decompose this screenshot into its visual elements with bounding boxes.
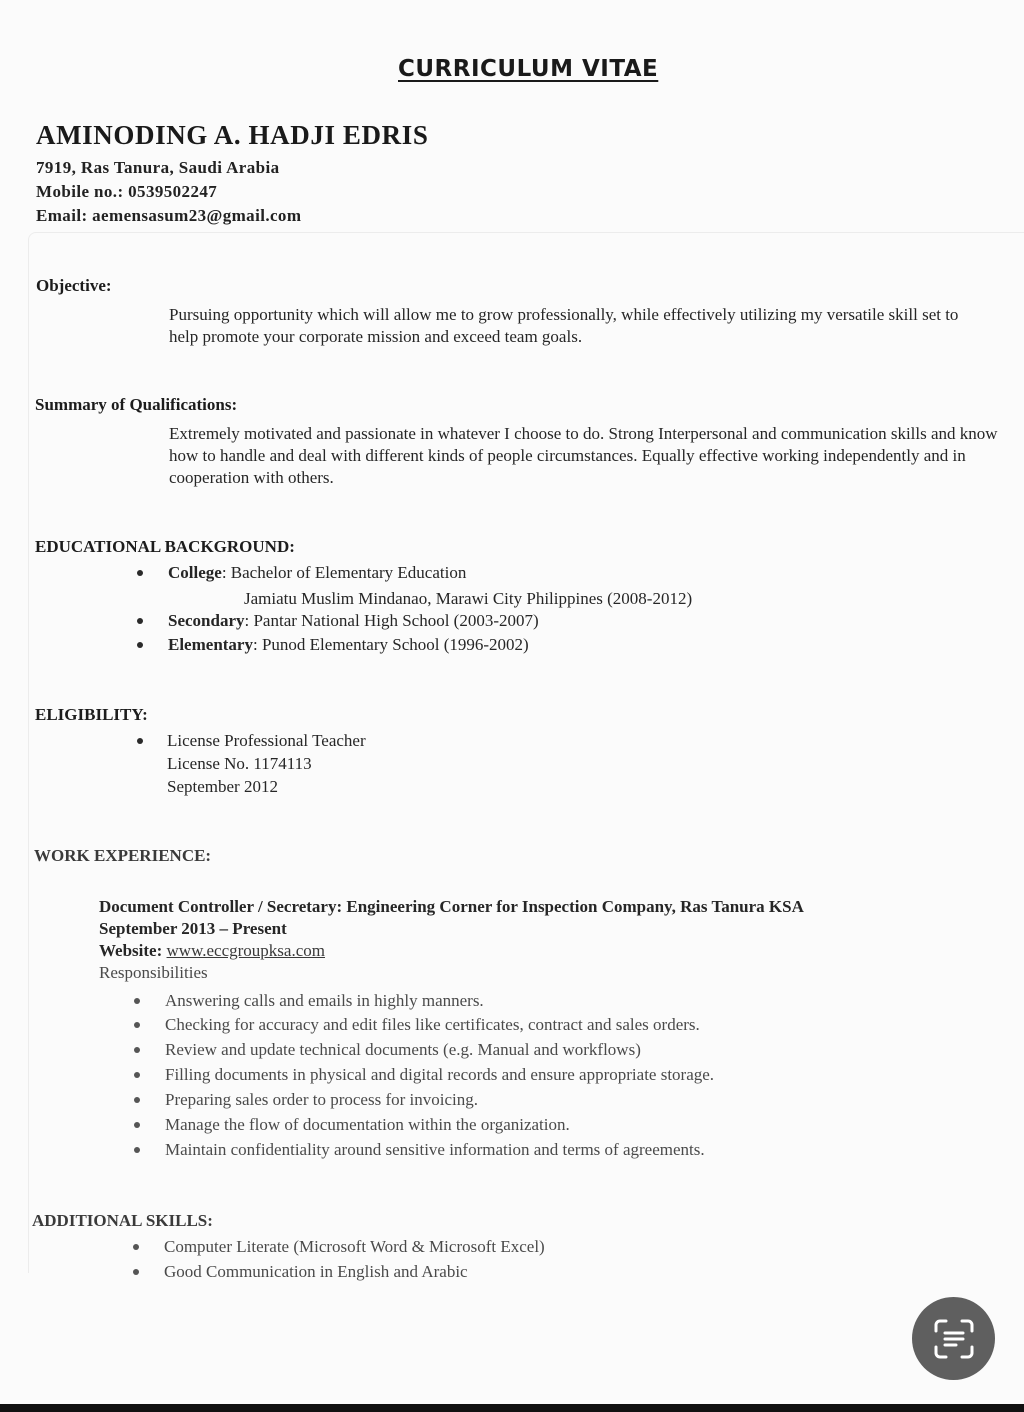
bullet-icon	[134, 1072, 140, 1078]
college-degree: : Bachelor of Elementary Education	[221, 563, 467, 582]
education-secondary	[168, 611, 539, 631]
bullet-icon	[133, 1269, 139, 1275]
elementary-label: Elementary	[168, 635, 253, 654]
summary-text: Extremely motivated and passionate in whatever I choose to do. Strong Interpersonal and communication skills and know how to handle and deal with different kinds of people circumstances. Equally effective working independently and in cooperation with others.	[169, 424, 998, 487]
responsibility-item: Maintain confidentiality around sensitive information and terms of agreements.	[165, 1140, 705, 1159]
responsibility-item: Manage the flow of documentation within the organization.	[165, 1115, 570, 1134]
responsibility-item: Checking for accuracy and edit files like certificates, contract and sales orders.	[165, 1015, 700, 1034]
work-heading: WORK EXPERIENCE:	[34, 846, 212, 865]
bullet-icon	[134, 1047, 140, 1053]
objective-heading: Objective:	[36, 276, 112, 295]
bullet-icon	[134, 998, 140, 1004]
skill-item: Computer Literate (Microsoft Word & Microsoft Excel)	[164, 1237, 545, 1256]
college-label: College	[168, 563, 222, 582]
skills-heading: ADDITIONAL SKILLS:	[32, 1211, 213, 1230]
secondary-school: : Pantar National High School (2003-2007)	[244, 611, 539, 630]
objective-text: Pursuing opportunity which will allow me to grow professionally, while effectively utilizing my versatile skill set to help promote your corporate mission and exceed team goals.	[169, 305, 959, 346]
summary-heading: Summary of Qualifications:	[35, 395, 238, 414]
college-school: Jamiatu Muslim Mindanao, Marawi City Philippines (2008-2012)	[244, 589, 693, 608]
responsibility-item: Answering calls and emails in highly manners.	[165, 991, 484, 1010]
responsibilities-label: Responsibilities	[99, 963, 208, 982]
bullet-icon	[134, 1147, 140, 1153]
work-website	[99, 941, 325, 961]
education-elementary	[168, 635, 529, 655]
work-position: Document Controller / Secretary: Engineering Corner for Inspection Company, Ras Tanura KSA	[99, 897, 804, 916]
bottom-edge	[0, 1404, 1024, 1412]
scan-text-icon	[932, 1317, 976, 1361]
bullet-icon	[137, 618, 143, 624]
secondary-label: Secondary	[168, 611, 245, 630]
contact-email: Email: aemensasum23@gmail.com	[36, 206, 302, 225]
eligibility-line-3: September 2012	[167, 777, 278, 796]
eligibility-heading: ELIGIBILITY:	[35, 705, 148, 724]
bullet-icon	[134, 1122, 140, 1128]
education-heading: EDUCATIONAL BACKGROUND:	[35, 537, 295, 556]
bullet-icon	[137, 642, 143, 648]
responsibility-item: Review and update technical documents (e.g. Manual and workflows)	[165, 1040, 641, 1059]
work-dates: September 2013 – Present	[99, 919, 287, 938]
education-college	[168, 563, 466, 583]
scan-text-button[interactable]	[912, 1297, 995, 1380]
contact-mobile: Mobile no.: 0539502247	[36, 182, 218, 201]
website-label: Website:	[99, 941, 163, 960]
responsibility-item: Preparing sales order to process for invoicing.	[165, 1090, 478, 1109]
website-link[interactable]: www.eccgroupksa.com	[166, 941, 325, 960]
candidate-name: AMINODING A. HADJI EDRIS	[36, 120, 429, 150]
eligibility-line-1: License Professional Teacher	[167, 731, 366, 750]
bullet-icon	[133, 1244, 139, 1250]
contact-address: 7919, Ras Tanura, Saudi Arabia	[36, 158, 280, 177]
eligibility-line-2: License No. 1174113	[167, 754, 312, 773]
bullet-icon	[137, 570, 143, 576]
bullet-icon	[134, 1022, 140, 1028]
skill-item: Good Communication in English and Arabic	[164, 1262, 468, 1281]
bullet-icon	[137, 738, 143, 744]
document-title: CURRICULUM VITAE	[398, 56, 659, 82]
bullet-icon	[134, 1097, 140, 1103]
responsibility-item: Filling documents in physical and digital records and ensure appropriate storage.	[165, 1065, 715, 1084]
elementary-school: : Punod Elementary School (1996-2002)	[252, 635, 529, 654]
